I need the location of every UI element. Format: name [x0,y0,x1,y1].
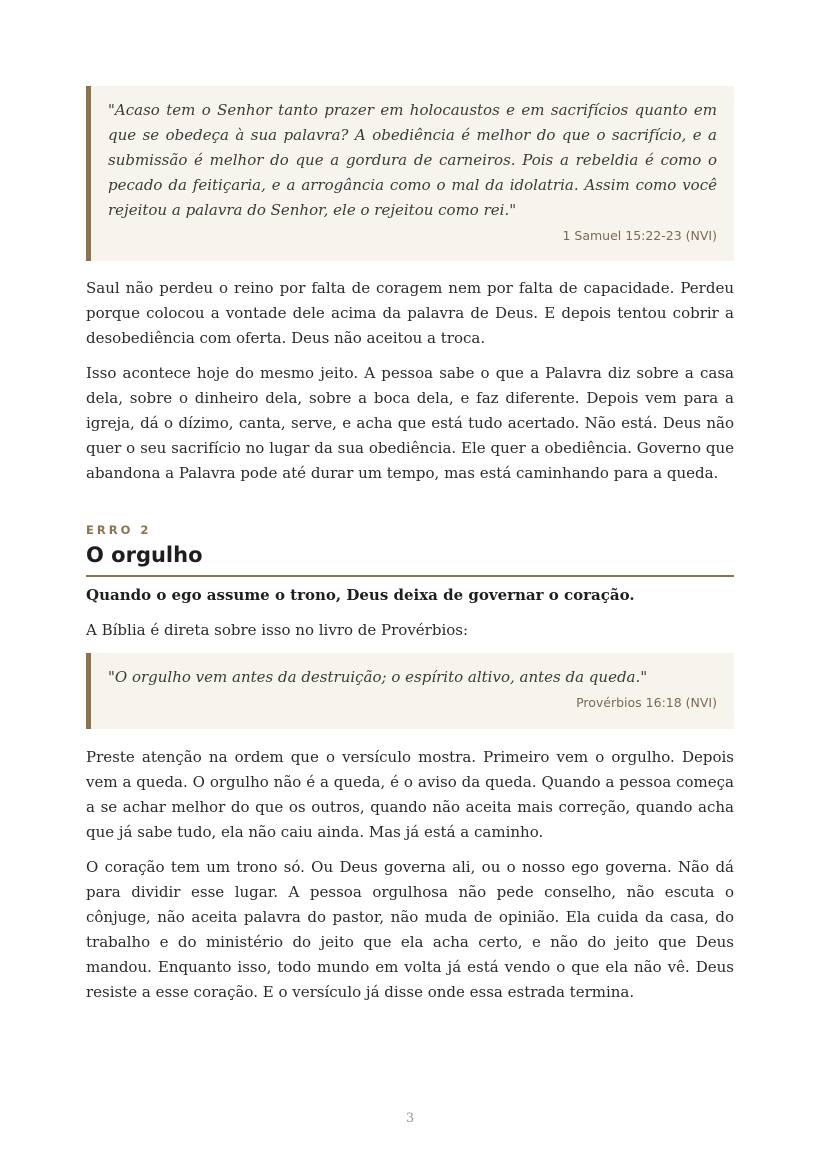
section-intro: A Bíblia é direta sobre isso no livro de Provérbios: [86,621,469,639]
quote-reference: Provérbios 16:18 (NVI) [576,695,717,710]
quote-reference: 1 Samuel 15:22-23 (NVI) [562,228,717,243]
scripture-quote-proverbs [86,653,734,729]
section-lead: Quando o ego assume o trono, Deus deixa de governar o coração. [86,586,635,604]
body-paragraph: Preste atenção na ordem que o versículo mostra. Primeiro vem o orgulho. Depois vem a queda. O orgulho não é a queda, é o aviso da queda. Quando a pessoa começa a se achar melhor do que os outros, quando não aceita mais correção, quando acha que já sabe tudo, ela não caiu ainda. Mas já está a caminho. [86,748,734,841]
quote-text: "Acaso tem o Senhor tanto prazer em holocaustos e em sacrifícios quanto em que se obedeça à sua palavra? A obediência é melhor do que o sacrifício, e a submissão é melhor do que a gordura de carneiros. Pois a rebeldia é como o pecado da feitiçaria, e a arrogância como o mal da idolatria. Assim como você rejeitou a palavra do Senhor, ele o rejeitou como rei." [108,101,717,219]
quote-text: "O orgulho vem antes da destruição; o espírito altivo, antes da queda." [108,668,648,686]
scripture-quote-samuel [86,86,734,261]
body-paragraph: O coração tem um trono só. Ou Deus governa ali, ou o nosso ego governa. Não dá para dividir esse lugar. A pessoa orgulhosa não pede conselho, não escuta o cônjuge, não aceita palavra do pastor, não muda de opinião. Ela cuida da casa, do trabalho e do ministério do jeito que ela acha certo, e não do jeito que Deus mandou. Enquanto isso, todo mundo em volta já está vendo o que ela não vê. Deus resiste a esse coração. E o versículo já disse onde essa estrada termina. [86,858,734,1001]
section-kicker: ERRO 2 [86,523,152,537]
page-number: 3 [405,1111,415,1126]
body-paragraph: Saul não perdeu o reino por falta de coragem nem por falta de capacidade. Perdeu porque colocou a vontade dele acima da palavra de Deus. E depois tentou cobrir a desobediência com oferta. Deus não aceitou a troca. [86,279,734,347]
body-paragraph: Isso acontece hoje do mesmo jeito. A pessoa sabe o que a Palavra diz sobre a casa dela, sobre o dinheiro dela, sobre a boca dela, e faz diferente. Depois vem para a igreja, dá o dízimo, canta, serve, e acha que está tudo acertado. Não está. Deus não quer o seu sacrifício no lugar da sua obediência. Ele quer a obediência. Governo que abandona a Palavra pode até durar um tempo, mas está caminhando para a queda. [86,364,734,482]
page-content [86,86,734,1005]
section-title: O orgulho [86,543,734,577]
